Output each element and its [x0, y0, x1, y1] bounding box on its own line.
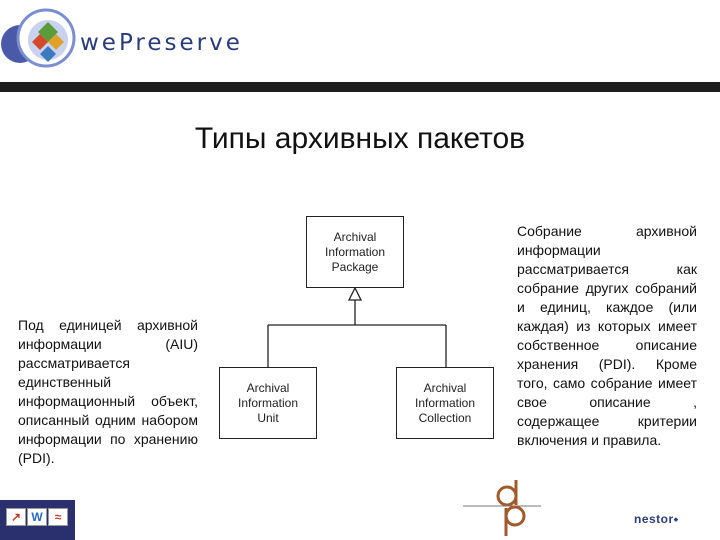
aic-description: Собрание архивной информации рассматривается как собрание других собраний и единиц, каждое (или каждая) из которых имеет собственное описание хранения (PDI). Кроме того, само собрание имеет свое описание , содержащее критерии включения и правила.	[517, 223, 697, 448]
logo-wordmark: wePreserve	[80, 30, 243, 56]
aiu-description: Под единицей архивной информации (AIU) рассматривается единственный информационный объект, описанный одним набором информации по хранению (PDI).	[18, 317, 198, 466]
archival-information-collection-box: Archival Information Collection	[396, 367, 494, 439]
dp-logo-icon	[463, 478, 543, 538]
nestor-mark-icon: ⬩	[673, 512, 679, 526]
archival-information-package-box: Archival Information Package	[306, 216, 404, 288]
archival-information-unit-box: Archival Information Unit	[219, 367, 317, 439]
approx-icon: ≈	[48, 508, 68, 526]
slide-title: Типы архивных пакетов	[194, 122, 526, 155]
wave-letter-icon: W	[27, 508, 47, 526]
arrow-up-icon: ↗	[6, 508, 26, 526]
inheritance-arrow	[349, 288, 361, 300]
nestor-logo: nestor⬩	[634, 512, 679, 526]
